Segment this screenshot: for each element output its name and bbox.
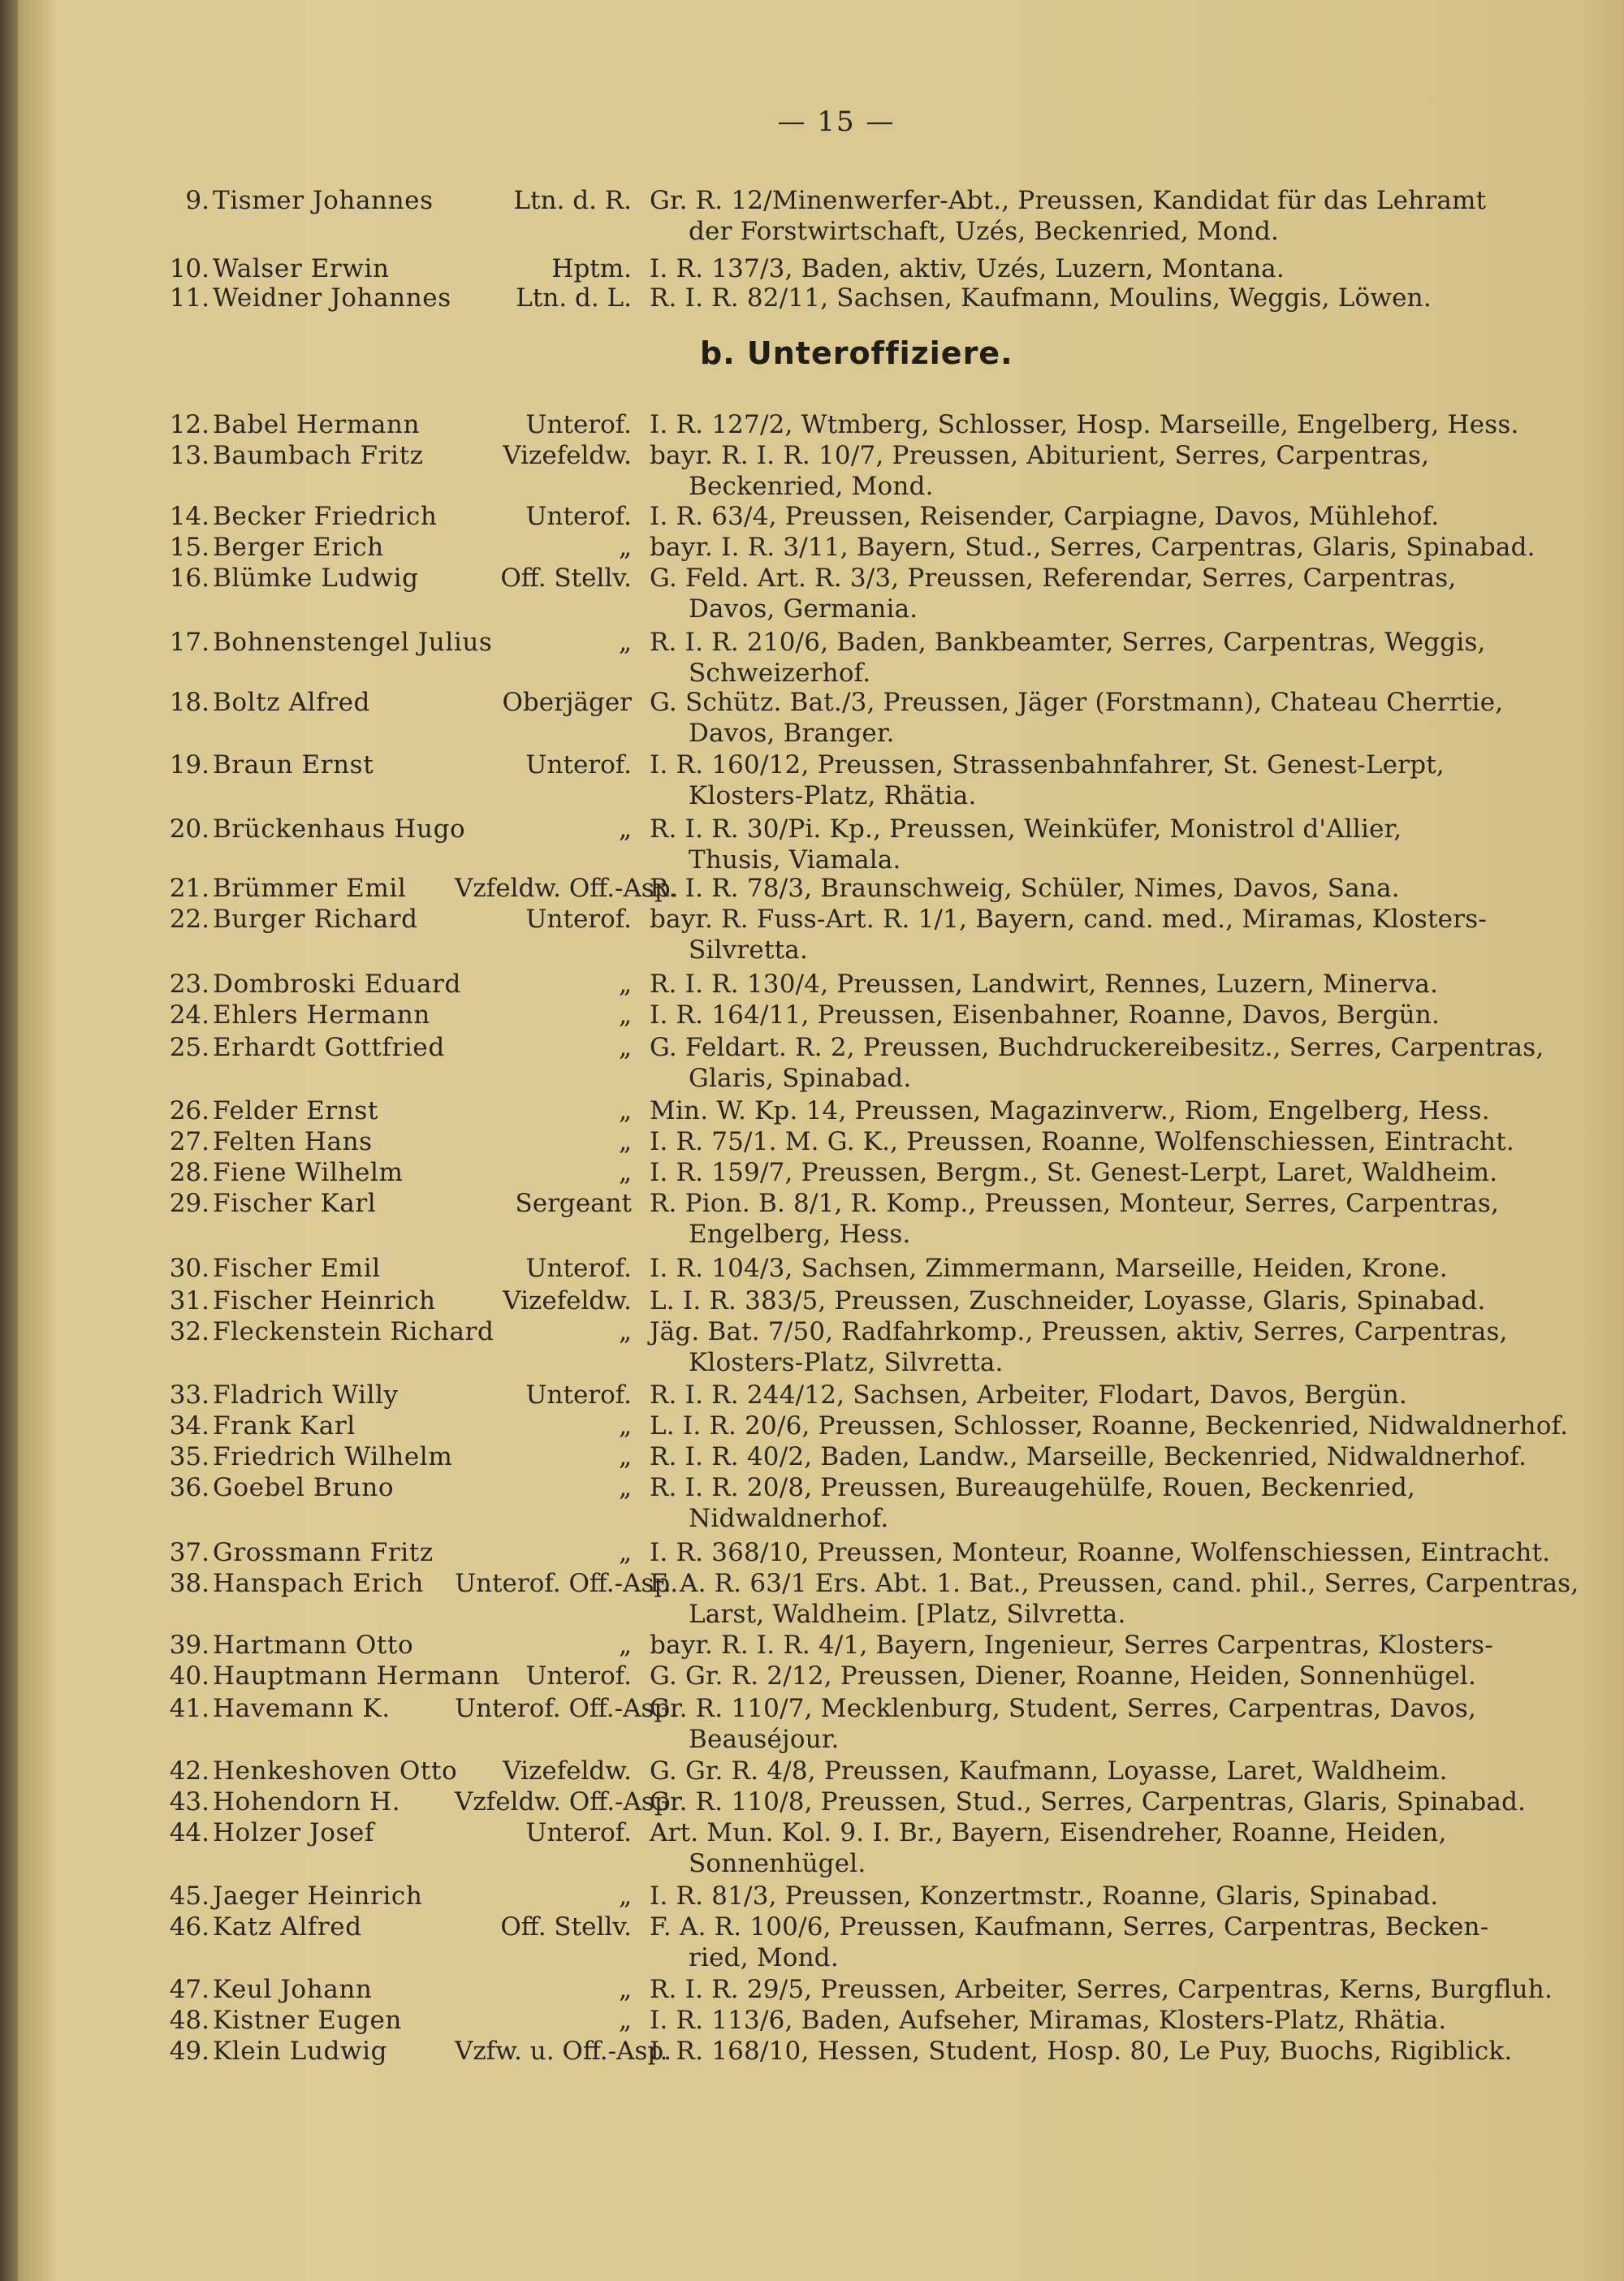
entry-name: Brümmer Emil <box>213 874 407 903</box>
entry-rank: Unterof. <box>525 1818 632 1847</box>
entry-rank: „ <box>618 1631 632 1660</box>
entry-description <box>650 1285 1543 1316</box>
entry-rank: Unterof. <box>525 1380 632 1410</box>
entry-name: Hanspach Erich <box>213 1569 424 1598</box>
entry-number: 13. <box>169 441 209 470</box>
entry-description <box>650 185 1543 247</box>
entry-description <box>650 904 1543 966</box>
entry-description <box>650 750 1543 811</box>
entry-rank: Ltn. d. R. <box>513 186 632 215</box>
entry-name: Boltz Alfred <box>213 688 370 717</box>
entry-description-line: G. Feldart. R. 2, Preussen, Buchdruckereibesitz., Serres, Carpentras, <box>650 1033 1544 1062</box>
section-heading: b. Unteroffiziere. <box>700 335 1013 371</box>
entry-description-line: R. I. R. 244/12, Sachsen, Arbeiter, Flodart, Davos, Bergün. <box>650 1380 1407 1410</box>
entry-description <box>650 532 1543 563</box>
entry-number: 47. <box>169 1975 209 2004</box>
entry-description-line: Silvretta. <box>689 935 808 965</box>
entry-description-line: L. I. R. 20/6, Preussen, Schlosser, Roanne, Beckenried, Nidwaldnerhof. <box>650 1411 1569 1441</box>
entry-description-line: Nidwaldnerhof. <box>689 1504 889 1533</box>
entry-description <box>650 1568 1579 1630</box>
entry-number: 23. <box>169 970 209 999</box>
entry-name: Fischer Emil <box>213 1254 381 1283</box>
entry-description <box>650 2005 1543 2036</box>
entry-description <box>650 1817 1543 1879</box>
entry-rank: „ <box>618 1975 632 2004</box>
entry-rank: Unterof. <box>525 502 632 531</box>
entry-number: 49. <box>169 2037 209 2066</box>
entry-description <box>650 1000 1543 1030</box>
entry-rank: Unterof. <box>525 1254 632 1283</box>
entry-name: Hartmann Otto <box>213 1631 414 1660</box>
entry-number: 26. <box>169 1096 209 1125</box>
entry-description-line: I. R. 104/3, Sachsen, Zimmermann, Marseille, Heiden, Krone. <box>650 1254 1448 1283</box>
entry-rank: Sergeant <box>515 1189 632 1218</box>
entry-number: 37. <box>169 1538 209 1567</box>
entry-rank: „ <box>618 970 632 999</box>
entry-name: Havemann K. <box>213 1694 391 1723</box>
entry-name: Bohnenstengel Julius <box>213 628 493 657</box>
entry-name: Fladrich Willy <box>213 1380 399 1410</box>
entry-name: Felder Ernst <box>213 1096 378 1125</box>
entry-description <box>650 283 1543 313</box>
entry-description-line: Gr. R. 110/8, Preussen, Stud., Serres, Carpentras, Glaris, Spinabad. <box>650 1787 1527 1817</box>
entry-description <box>650 969 1543 1000</box>
entry-description-line: Jäg. Bat. 7/50, Radfahrkomp., Preussen, aktiv, Serres, Carpentras, <box>650 1317 1508 1346</box>
entry-description-line: Sonnenhügel. <box>689 1849 866 1878</box>
entry-description-line: R. I. R. 78/3, Braunschweig, Schüler, Nimes, Davos, Sana. <box>650 874 1400 903</box>
entry-number: 39. <box>169 1631 209 1660</box>
entry-description <box>650 1537 1551 1568</box>
entry-description <box>650 409 1543 440</box>
entry-description <box>650 1630 1543 1661</box>
entry-name: Becker Friedrich <box>213 502 438 531</box>
entry-description <box>650 873 1543 904</box>
entry-name: Holzer Josef <box>213 1818 374 1847</box>
entry-name: Goebel Bruno <box>213 1473 395 1502</box>
entry-description-line: Thusis, Viamala. <box>689 845 901 875</box>
entry-number: 36. <box>169 1473 209 1502</box>
entry-description-line: I. R. 113/6, Baden, Aufseher, Miramas, Klosters-Platz, Rhätia. <box>650 2006 1447 2035</box>
entry-name: Dombroski Eduard <box>213 970 461 999</box>
entry-description-line: Glaris, Spinabad. <box>689 1064 912 1093</box>
entry-description-line: Klosters-Platz, Silvretta. <box>689 1348 1004 1377</box>
entry-rank: Off. Stellv. <box>500 1912 632 1942</box>
entry-rank: Vizefeldw. <box>503 1286 632 1315</box>
entry-rank: Oberjäger <box>502 688 632 717</box>
entry-description-line: bayr. R. I. R. 4/1, Bayern, Ingenieur, Serres Carpentras, Klosters- <box>650 1631 1493 1660</box>
entry-description-line: I. R. 164/11, Preussen, Eisenbahner, Roanne, Davos, Bergün. <box>650 1000 1440 1030</box>
entry-description <box>650 2036 1543 2067</box>
entry-rank: „ <box>618 1538 632 1567</box>
entry-description-line: bayr. I. R. 3/11, Bayern, Stud., Serres, Carpentras, Glaris, Spinabad. <box>650 533 1535 562</box>
entry-description-line: I. R. 75/1. M. G. K., Preussen, Roanne, Wolfenschiessen, Eintracht. <box>650 1127 1514 1156</box>
entry-description-line: Beauséjour. <box>689 1725 840 1754</box>
entry-number: 38. <box>169 1569 209 1598</box>
entry-description-line: F. A. R. 63/1 Ers. Abt. 1. Bat., Preussen, cand. phil., Serres, Carpentras, <box>650 1569 1579 1598</box>
entry-name: Kistner Eugen <box>213 2006 402 2035</box>
entry-name: Katz Alfred <box>213 1912 362 1942</box>
entry-description-line: F. A. R. 100/6, Preussen, Kaufmann, Serres, Carpentras, Becken- <box>650 1912 1489 1942</box>
entry-description <box>650 1441 1543 1472</box>
entry-number: 27. <box>169 1127 209 1156</box>
entry-rank: „ <box>618 628 632 657</box>
entry-rank: „ <box>618 1317 632 1346</box>
entry-name: Hauptmann Hermann <box>213 1661 500 1691</box>
entry-number: 11. <box>169 283 209 313</box>
entry-rank: „ <box>618 1158 632 1187</box>
entry-description <box>650 1380 1543 1411</box>
entry-name: Klein Ludwig <box>213 2037 388 2066</box>
entry-description-line: R. Pion. B. 8/1, R. Komp., Preussen, Monteur, Serres, Carpentras, <box>650 1189 1500 1218</box>
entry-name: Friedrich Wilhelm <box>213 1442 453 1471</box>
entry-rank: „ <box>618 1127 632 1156</box>
entry-description-line: Min. W. Kp. 14, Preussen, Magazinverw., Riom, Engelberg, Hess. <box>650 1096 1490 1125</box>
entry-name: Baumbach Fritz <box>213 441 424 470</box>
entry-rank: „ <box>618 1411 632 1441</box>
entry-description-line: bayr. R. I. R. 10/7, Preussen, Abiturient, Serres, Carpentras, <box>650 441 1430 470</box>
entry-description <box>650 1786 1543 1817</box>
entry-description-line: Gr. R. 110/7, Mecklenburg, Student, Serres, Carpentras, Davos, <box>650 1694 1477 1723</box>
entry-description-line: G. Feld. Art. R. 3/3, Preussen, Referendar, Serres, Carpentras, <box>650 564 1457 593</box>
entry-number: 25. <box>169 1033 209 1062</box>
entry-description-line: Beckenried, Mond. <box>689 472 934 501</box>
entry-description-line: G. Gr. R. 2/12, Preussen, Diener, Roanne, Heiden, Sonnenhügel. <box>650 1661 1477 1691</box>
entry-description <box>650 1411 1569 1441</box>
entry-description-line: R. I. R. 40/2, Baden, Landw., Marseille, Beckenried, Nidwaldnerhof. <box>650 1442 1527 1471</box>
entry-rank: „ <box>618 814 632 844</box>
entry-description-line: R. I. R. 210/6, Baden, Bankbeamter, Serres, Carpentras, Weggis, <box>650 628 1486 657</box>
entry-number: 22. <box>169 905 209 934</box>
entry-number: 34. <box>169 1411 209 1441</box>
entry-name: Walser Erwin <box>213 254 390 283</box>
entry-rank: Unterof. <box>525 1661 632 1691</box>
entry-name: Berger Erich <box>213 533 384 562</box>
entry-name: Frank Karl <box>213 1411 356 1441</box>
entry-description-line: I. R. 81/3, Preussen, Konzertmstr., Roanne, Glaris, Spinabad. <box>650 1881 1439 1911</box>
entry-description <box>650 814 1543 875</box>
entry-description-line: L. I. R. 383/5, Preussen, Zuschneider, Loyasse, Glaris, Spinabad. <box>650 1286 1486 1315</box>
entry-number: 9. <box>185 186 209 215</box>
entry-description <box>650 563 1543 624</box>
entry-number: 28. <box>169 1158 209 1187</box>
entry-rank: Vzfw. u. Off.-Asp. <box>455 2037 672 2066</box>
entry-description <box>650 1095 1543 1126</box>
entry-name: Braun Ernst <box>213 750 374 780</box>
entry-description-line: I. R. 127/2, Wtmberg, Schlosser, Hosp. Marseille, Engelberg, Hess. <box>650 410 1519 439</box>
entry-number: 30. <box>169 1254 209 1283</box>
entry-number: 42. <box>169 1756 209 1786</box>
entry-name: Fleckenstein Richard <box>213 1317 495 1346</box>
entry-rank: Vizefeldw. <box>503 441 632 470</box>
entry-name: Weidner Johannes <box>213 283 451 313</box>
entry-name: Blümke Ludwig <box>213 564 419 593</box>
entry-description <box>650 1253 1543 1284</box>
entry-description <box>650 253 1543 284</box>
entry-number: 18. <box>169 688 209 717</box>
entry-description <box>650 1472 1543 1534</box>
entry-number: 12. <box>169 410 209 439</box>
entry-description-line: Davos, Germania. <box>689 594 918 624</box>
entry-description-line: bayr. R. Fuss-Art. R. 1/1, Bayern, cand. med., Miramas, Klosters- <box>650 905 1488 934</box>
entry-rank: Vizefeldw. <box>503 1756 632 1786</box>
entry-name: Babel Hermann <box>213 410 421 439</box>
entry-number: 29. <box>169 1189 209 1218</box>
entry-description <box>650 501 1543 532</box>
entry-description-line: ried, Mond. <box>689 1943 839 1972</box>
entry-description-line: I. R. 159/7, Preussen, Bergm., St. Genest-Lerpt, Laret, Waldheim. <box>650 1158 1498 1187</box>
entry-rank: „ <box>618 1442 632 1471</box>
entry-name: Felten Hans <box>213 1127 373 1156</box>
entry-rank: Unterof. <box>525 410 632 439</box>
entry-name: Erhardt Gottfried <box>213 1033 445 1062</box>
entry-description <box>650 687 1543 749</box>
book-spine-shadow <box>0 0 18 2281</box>
entry-number: 48. <box>169 2006 209 2035</box>
entry-description-line: I. R. 168/10, Hessen, Student, Hosp. 80, Le Puy, Buochs, Rigiblick. <box>650 2037 1513 2066</box>
entry-description-line: R. I. R. 29/5, Preussen, Arbeiter, Serres, Carpentras, Kerns, Burgfluh. <box>650 1975 1553 2004</box>
entry-name: Burger Richard <box>213 905 418 934</box>
entry-rank: Unterof. <box>525 750 632 780</box>
entry-description-line: R. I. R. 82/11, Sachsen, Kaufmann, Moulins, Weggis, Löwen. <box>650 283 1432 313</box>
entry-name: Jaeger Heinrich <box>213 1881 423 1911</box>
entry-number: 24. <box>169 1000 209 1030</box>
entry-description-line: R. I. R. 130/4, Preussen, Landwirt, Rennes, Luzern, Minerva. <box>650 970 1439 999</box>
entry-description-line: R. I. R. 20/8, Preussen, Bureaugehülfe, Rouen, Beckenried, <box>650 1473 1416 1502</box>
entry-number: 14. <box>169 502 209 531</box>
entry-number: 31. <box>169 1286 209 1315</box>
entry-description <box>650 1661 1543 1691</box>
entry-rank: „ <box>618 2006 632 2035</box>
entry-rank: Off. Stellv. <box>500 564 632 593</box>
entry-number: 44. <box>169 1818 209 1847</box>
entry-description <box>650 627 1543 689</box>
entry-rank: Ltn. d. L. <box>516 283 632 313</box>
entry-description <box>650 1188 1543 1250</box>
entry-number: 21. <box>169 874 209 903</box>
entry-description-line: I. R. 137/3, Baden, aktiv, Uzés, Luzern, Montana. <box>650 254 1285 283</box>
entry-description-line: Gr. R. 12/Minenwerfer-Abt., Preussen, Kandidat für das Lehramt <box>650 186 1487 215</box>
entry-description-line: G. Gr. R. 4/8, Preussen, Kaufmann, Loyasse, Laret, Waldheim. <box>650 1756 1448 1786</box>
entry-description-line: Davos, Branger. <box>689 719 895 748</box>
entry-description-line: Klosters-Platz, Rhätia. <box>689 781 977 810</box>
entry-rank: Hptm. <box>551 254 632 283</box>
page-number: — 15 — <box>777 106 896 138</box>
entry-description <box>650 1693 1543 1755</box>
entry-number: 33. <box>169 1380 209 1410</box>
entry-name: Hohendorn H. <box>213 1787 401 1817</box>
entry-number: 46. <box>169 1912 209 1942</box>
entry-description-line: Schweizerhof. <box>689 659 871 688</box>
entry-name: Tismer Johannes <box>213 186 434 215</box>
entry-description <box>650 1032 1543 1094</box>
entry-number: 40. <box>169 1661 209 1691</box>
entry-name: Fischer Heinrich <box>213 1286 436 1315</box>
entry-number: 45. <box>169 1881 209 1911</box>
entry-number: 20. <box>169 814 209 844</box>
entry-rank: Unterof. Off.-Asp. <box>455 1694 679 1723</box>
entry-description-line: Art. Mun. Kol. 9. I. Br., Bayern, Eisendreher, Roanne, Heiden, <box>650 1818 1447 1847</box>
entry-description <box>650 1881 1543 1912</box>
entry-description <box>650 1912 1543 1973</box>
entry-rank: Unterof. <box>525 905 632 934</box>
entry-description-line: I. R. 160/12, Preussen, Strassenbahnfahrer, St. Genest-Lerpt, <box>650 750 1445 780</box>
entry-description <box>650 440 1543 502</box>
entry-number: 43. <box>169 1787 209 1817</box>
entry-name: Fiene Wilhelm <box>213 1158 404 1187</box>
entry-description-line: Larst, Waldheim. [Platz, Silvretta. <box>689 1600 1126 1629</box>
entry-name: Henkeshoven Otto <box>213 1756 458 1786</box>
entry-rank: „ <box>618 1096 632 1125</box>
entry-description-line: der Forstwirtschaft, Uzés, Beckenried, Mond. <box>689 217 1280 246</box>
entry-description <box>650 1756 1543 1786</box>
entry-number: 19. <box>169 750 209 780</box>
entry-description-line: I. R. 63/4, Preussen, Reisender, Carpiagne, Davos, Mühlehof. <box>650 502 1440 531</box>
entry-number: 41. <box>169 1694 209 1723</box>
entry-number: 17. <box>169 628 209 657</box>
entry-description-line: R. I. R. 30/Pi. Kp., Preussen, Weinküfer, Monistrol d'Allier, <box>650 814 1402 844</box>
entry-rank: „ <box>618 533 632 562</box>
entry-description-line: Engelberg, Hess. <box>689 1220 911 1249</box>
entry-description-line: I. R. 368/10, Preussen, Monteur, Roanne, Wolfenschiessen, Eintracht. <box>650 1538 1551 1567</box>
entry-number: 10. <box>169 254 209 283</box>
entry-rank: Vzfeldw. Off.-Asp. <box>455 1787 679 1817</box>
entry-number: 16. <box>169 564 209 593</box>
entry-number: 15. <box>169 533 209 562</box>
entry-name: Ehlers Hermann <box>213 1000 430 1030</box>
entry-rank: „ <box>618 1881 632 1911</box>
entry-number: 35. <box>169 1442 209 1471</box>
entry-description <box>650 1157 1543 1188</box>
entry-rank: „ <box>618 1473 632 1502</box>
entry-name: Brückenhaus Hugo <box>213 814 466 844</box>
entry-number: 32. <box>169 1317 209 1346</box>
entry-name: Grossmann Fritz <box>213 1538 434 1567</box>
entry-rank: „ <box>618 1033 632 1062</box>
entry-description-line: G. Schütz. Bat./3, Preussen, Jäger (Forstmann), Chateau Cherrtie, <box>650 688 1504 717</box>
entry-name: Keul Johann <box>213 1975 373 2004</box>
entry-description <box>650 1126 1543 1157</box>
entry-name: Fischer Karl <box>213 1189 377 1218</box>
entry-rank: Unterof. Off.-Asp. <box>455 1569 679 1598</box>
entry-rank: „ <box>618 1000 632 1030</box>
entry-description <box>650 1974 1553 2005</box>
entry-description <box>650 1316 1543 1378</box>
entry-rank: Vzfeldw. Off.-Asp. <box>455 874 679 903</box>
